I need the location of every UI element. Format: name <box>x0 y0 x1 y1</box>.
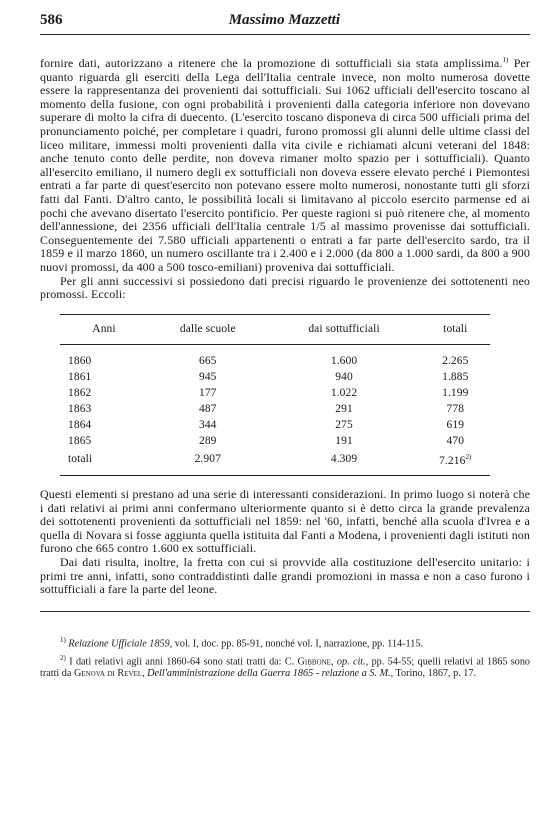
paragraph-1-text-b: Per quanto riguarda gli eserciti della Lega dell'Italia centrale invece, non molto numerosa dovette essere la rappresentanza dei provenienti dai sottufficiali. Sui 1062 ufficiali dell'esercito toscano al momento della fusione, con ogni probabilità i provenienti dalla categoria inferiore non dovevano superare di molto la cifra di duecento. (L'esercito toscano disponeva di circa 500 ufficiali prima del pronunciamento poiché, per completare i quadri, furono promossi gli alunni delle ultime classi del liceo militare, immessi molti provenienti dalla vita civile e richiamati alcuni veterani del 1848: anche tenuto conto delle perdite, non doveva rimaner molto spazio per i sottufficiali). Quanto all'esercito emiliano, il numero degli ex sottufficiali non doveva essere elevato perché i Piemontesi entrati a far parte di quest'esercito non potevano essere molto numerosi, nonostante tutti gli sforzi fatti dal Fanti. D'altro canto, le possibilità locali si limitavano al piccolo esercito parmense ed ai pochi che avevano disertato l'esercito pontificio. Per queste ragioni si può ritenere che, al momento dell'annessione, dei 2356 ufficiali dell'Italia centrale 1/5 al massimo provenisse dai sottufficiali. Conseguentemente dei 7.580 ufficiali appartenenti o entrati a far parte dell'esercito sardo, tra il 1859 e il marzo 1860, un numero oscillante tra i 2.400 e i 2.000 (da 800 a 1.000 sardi, da 800 a 900 nuovi promossi, da 400 a 500 tosco-emiliani) proveniva dai sottufficiali. <box>40 56 530 274</box>
table-header-cell: dai sottufficiali <box>268 314 421 345</box>
table-cell: 619 <box>446 419 465 432</box>
footnote-1 <box>40 634 530 651</box>
table-cell: 2.265 <box>442 355 469 368</box>
table-cell: 1.885 <box>442 371 469 384</box>
table-cell: 291 <box>335 403 353 416</box>
footnote-2-text-d: , <box>142 668 148 680</box>
table-cell: 191 <box>335 435 353 448</box>
table-cell: 665 <box>198 355 217 368</box>
paragraph-4: Dai dati risulta, inoltre, la fretta con cui si provvide alla costituzione dell'esercito unitario: i primi tre anni, infatti, sono contraddistinti dalle grandi promozioni in massa e non a caso furono i sottufficiali a fare la parte del leone. <box>40 555 530 597</box>
table-cell: totali <box>60 449 148 475</box>
footnote-2-author: Gibbone <box>297 656 331 668</box>
document-page <box>40 12 530 682</box>
footnote-2 <box>40 652 530 681</box>
footnote-1-title: Relazione Ufficiale 1859 <box>68 638 170 650</box>
table-cell: 1863 <box>68 403 92 416</box>
table-row <box>60 385 490 401</box>
table-cell: 1.600 <box>330 355 358 368</box>
footnote-ref-1[interactable]: 1) <box>502 56 509 64</box>
footnote-ref-2[interactable]: 2) <box>465 453 472 462</box>
footnote-1-number: 1) <box>60 635 66 644</box>
table-cell: 2.907 <box>148 449 268 475</box>
body-text <box>40 54 530 597</box>
table-row <box>60 401 490 417</box>
paragraph-1-text-a: fornire dati, autorizzano a ritenere che la promozione di sottufficiali sia stata amplissima. <box>40 56 503 70</box>
page-header <box>40 12 530 36</box>
table-total-row <box>60 449 490 475</box>
table-cell: 1860 <box>68 355 92 368</box>
footnote-1-text: , vol. I, doc. pp. 85-91, nonché vol. I, narrazione, pp. 114-115. <box>169 638 423 650</box>
footnote-2-text-e: , Torino, 1867, p. 17. <box>390 668 477 680</box>
table-cell: 4.309 <box>268 449 421 475</box>
table-cell: 1.199 <box>442 387 469 400</box>
table-row <box>60 369 490 385</box>
footnote-2-author2: Genova di Revel <box>73 668 143 680</box>
table-cell: 945 <box>198 371 217 384</box>
table-row <box>60 345 490 370</box>
footnote-2-text-c: , pp. 54-55; quelli relativi al 1865 sono tratti da <box>40 656 531 680</box>
data-table <box>60 314 490 476</box>
footnote-2-cit: op. cit. <box>336 656 366 668</box>
table-cell: 344 <box>198 419 217 432</box>
table-cell: 940 <box>335 371 353 384</box>
table-cell: 778 <box>446 403 465 416</box>
running-head: Massimo Mazzetti <box>228 12 340 28</box>
table-cell: 487 <box>198 403 217 416</box>
table-cell: 1864 <box>68 419 92 432</box>
footnote-2-text-a: I dati relativi agli anni 1860-64 sono stati tratti da: C. <box>69 656 298 668</box>
footnotes <box>40 634 530 681</box>
table-header-cell: dalle scuole <box>148 314 268 345</box>
table-cell: 1865 <box>68 435 92 448</box>
table-row <box>60 433 490 449</box>
table-row <box>60 417 490 433</box>
footnote-2-title2: Dell'amministrazione della Guerra 1865 - relazione a S. M. <box>147 668 391 680</box>
footnote-2-text-b: , <box>330 656 337 668</box>
paragraph-3: Questi elementi si prestano ad una serie di interessanti considerazioni. In primo luogo si noterà che i dati relativi ai primi anni confermano ulteriormente quanto si è detto circa la grande prevalenza dei sottotenenti provenienti da sottufficiali nel 1859: nel '60, infatti, benché alla scuola d'Ivrea e a quella di Novara si fosse aggiunta quella istituita dal Fanti a Modena, i provenienti dagli istituti non furono che 665 contro 1.600 ex sottufficiali. <box>40 487 530 556</box>
table-header-cell: Anni <box>60 314 148 345</box>
table-cell: 1.022 <box>330 387 358 400</box>
table-header-row <box>60 314 490 345</box>
paragraph-1 <box>40 54 530 275</box>
footnote-2-number: 2) <box>60 653 66 662</box>
table-cell: 177 <box>198 387 217 400</box>
page-number: 586 <box>40 12 63 28</box>
table-cell: 470 <box>446 435 465 448</box>
table-cell: 289 <box>198 435 217 448</box>
total-value: 7.216 <box>439 455 466 468</box>
header-rule <box>40 34 530 35</box>
footnote-rule <box>40 611 530 612</box>
table-cell: 1861 <box>68 371 92 384</box>
table-cell: 1862 <box>68 387 92 400</box>
table-cell: 275 <box>335 419 353 432</box>
table-header-cell: totali <box>421 314 490 345</box>
paragraph-2: Per gli anni successivi si possiedono dati precisi riguardo le provenienze dei sottotenenti neo promossi. Eccoli: <box>40 273 530 302</box>
table-cell <box>421 449 490 475</box>
